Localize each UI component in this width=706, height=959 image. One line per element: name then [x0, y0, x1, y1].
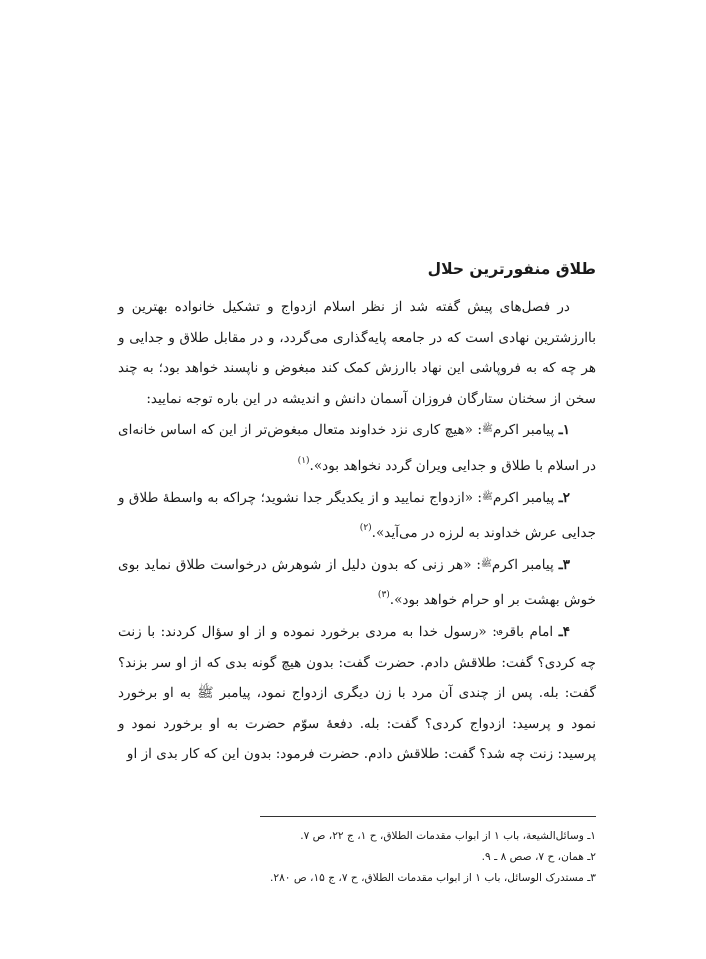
honorific-mark: ﷺ [480, 558, 492, 569]
page-body [118, 258, 596, 770]
hadith-speaker: پیامبر اکرم [492, 422, 555, 439]
hadith-text: : «رسول خدا به مردی برخورد نموده و از او سؤال کردند: با زنت چه کردی؟ گفت: طلاقش دادم. حضرت گفت: بدون هیچ گونه بدی که از او سر بزند؟ گفت: بله. پس از چندی آن مرد با زن دیگری ازدواج نمود، پیامبر ﷺ به او برخورد نمود و پرسید: ازدواج کردی؟ گفت: بله. دفعهٔ سوّم حضرت به او برخورد نمود و پرسید: زنت چه شد؟ گفت: طلاقش دادم. حضرت فرمود: بدون این که کار بدی از او [118, 623, 596, 763]
honorific-mark: ؈ [496, 625, 503, 636]
footnote-1: ۱ـ وسائل‌الشیعة، باب ۱ از ابواب مقدمات الطلاق، ح ۱، ج ۲۲، ص ۷. [300, 830, 596, 842]
intro-paragraph: در فصل‌های پیش گفته شد از نظر اسلام ازدواج و تشکیل خانواده بهترین و باارزشترین نهادی است که در جامعه پایه‌گذاری می‌گردد، و در مقابل طلاق و جدایی و هر چه که به فروپاشی این نهاد باارزش کمک کند مبغوض و ناپسند خواهد بود؛ به چند سخن از سخنان ستارگان فروزان آسمان دانش و اندیشه در این باره توجه نمایید: [118, 299, 596, 407]
footnotes [260, 816, 596, 889]
footnote-ref: (۳) [377, 590, 390, 601]
hadith-text: : «ازدواج نمایید و از یکدیگر جدا نشوید؛ چراکه به واسطهٔ طلاق و جدایی عرش خداوند به لرزه در می‌آید». [118, 489, 596, 542]
footnote-ref: (۱) [297, 455, 310, 466]
hadith-number: ۱ـ [558, 422, 570, 439]
hadith-number: ۴ـ [558, 623, 570, 640]
footnote-ref: (۲) [359, 523, 372, 534]
hadith-number: ۲ـ [558, 489, 570, 506]
hadith-number: ۳ـ [558, 556, 571, 573]
honorific-mark: ﷺ [481, 424, 493, 435]
hadith-text: : «هر زنی که بدون دلیل از شوهرش درخواست طلاق نماید بوی خوش بهشت بر او حرام خواهد بود». [118, 556, 596, 609]
footnote-2: ۲ـ همان، ح ۷، صص ۸ ـ ۹. [481, 851, 596, 863]
hadith-speaker: امام باقر [502, 623, 554, 640]
hadith-4 [118, 616, 596, 770]
honorific-mark: ﷺ [482, 491, 493, 502]
hadith-2 [118, 482, 596, 549]
hadith-speaker: پیامبر اکرم [492, 489, 555, 506]
footnote-3: ۳ـ مستدرک الوسائل، باب ۱ از ابواب مقدمات الطلاق، ح ۷، ج ۱۵، ص ۲۸۰. [270, 872, 596, 884]
section-title: طلاق منفورترین حلال [427, 260, 596, 278]
hadith-speaker: پیامبر اکرم [491, 556, 554, 573]
hadith-3 [118, 549, 596, 616]
hadith-text: : «هیچ کاری نزد خداوند متعال مبغوض‌تر از این که اساس خانه‌ای در اسلام با طلاق و جدایی ویران گردد نخواهد بود». [118, 422, 596, 474]
hadith-1 [118, 414, 596, 481]
